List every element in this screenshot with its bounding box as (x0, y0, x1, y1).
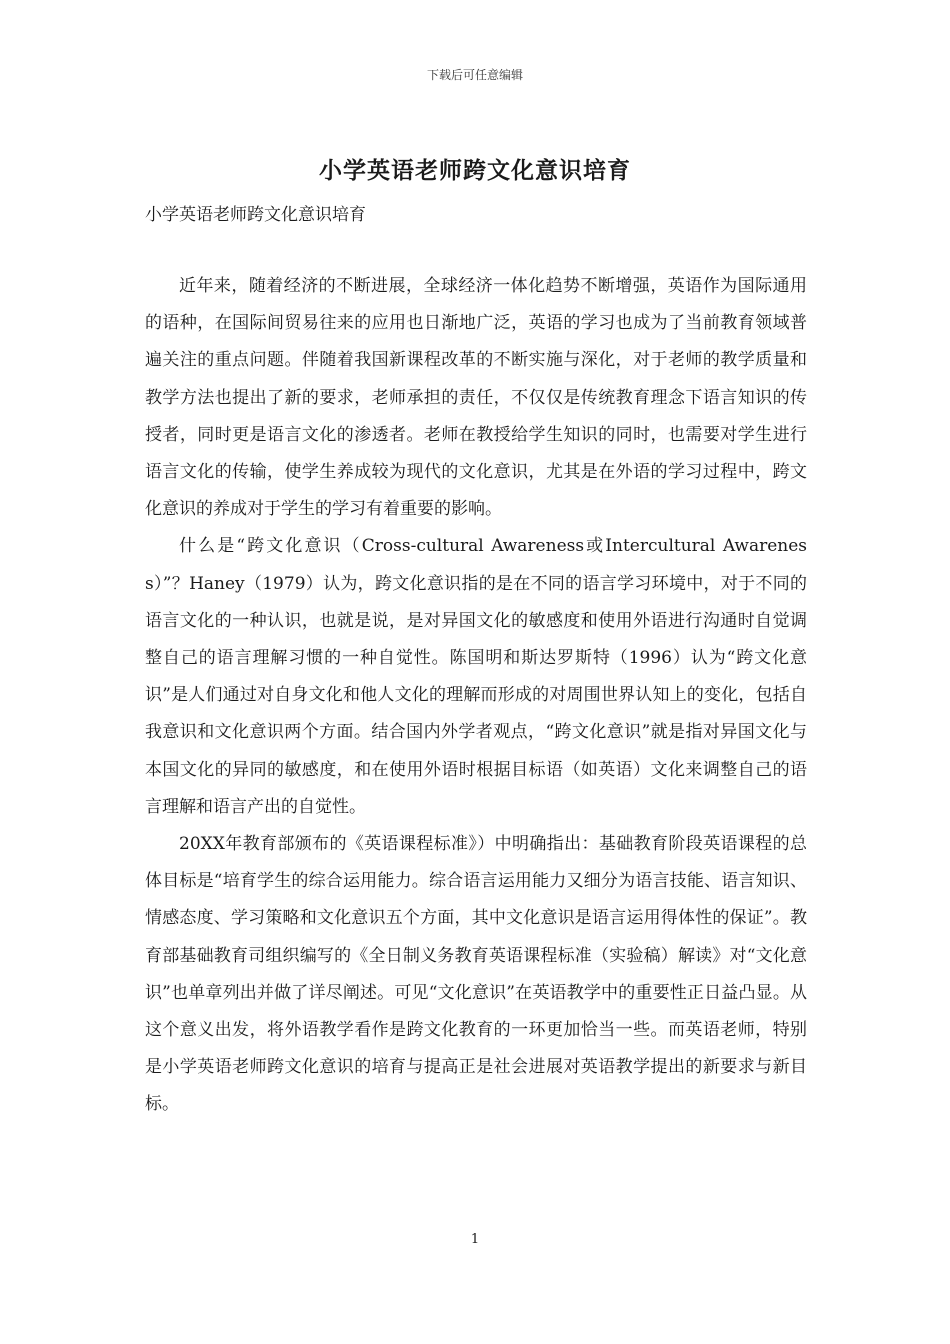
document-subtitle: 小学英语老师跨文化意识培育 (145, 205, 366, 225)
document-title: 小学英语老师跨文化意识培育 (319, 157, 631, 184)
header-note: 下载后可任意编辑 (426, 68, 523, 82)
paragraph-2: 什么是“跨文化意识（Cross-cultural Awareness或Intercultural Awareness）”？Haney（1979）认为，跨文化意识指的是在不同的语言学习环境中，对于不同的语言文化的一种认识，也就是说，是对异国文化的敏感度和使用外语进行沟通时自觉调整自己的语言理解习惯的一种自觉性。陈国明和斯达罗斯特（1996）认为“跨文化意识”是人们通过对自身文化和他人文化的理解而形成的对周围世界认知上的变化，包括自我意识和文化意识两个方面。结合国内外学者观点，“跨文化意识”就是指对异国文化与本国文化的异同的敏感度，和在使用外语时根据目标语（如英语）文化来调整自己的语言理解和语言产出的自觉性。 (145, 536, 807, 817)
document-body (145, 268, 807, 1124)
page-number: 1 (470, 1232, 480, 1247)
paragraph-3: 20XX年教育部颁布的《英语课程标准》）中明确指出：基础教育阶段英语课程的总体目标是“培育学生的综合运用能力。综合语言运用能力又细分为语言技能、语言知识、情感态度、学习策略和文化意识五个方面，其中文化意识是语言运用得体性的保证”。教育部基础教育司组织编写的《全日制义务教育英语课程标准（实验稿）解读》对“文化意识”也单章列出并做了详尽阐述。可见“文化意识”在英语教学中的重要性正日益凸显。从这个意义出发，将外语教学看作是跨文化教育的一环更加恰当一些。而英语老师，特别是小学英语老师跨文化意识的培育与提高正是社会进展对英语教学提出的新要求与新目标。 (145, 834, 807, 1115)
paragraph-1: 近年来，随着经济的不断进展，全球经济一体化趋势不断增强，英语作为国际通用的语种，在国际间贸易往来的应用也日渐地广泛，英语的学习也成为了当前教育领域普遍关注的重点问题。伴随着我国新课程改革的不断实施与深化，对于老师的教学质量和教学方法也提出了新的要求，老师承担的责任，不仅仅是传统教育理念下语言知识的传授者，同时更是语言文化的渗透者。老师在教授给学生知识的同时，也需要对学生进行语言文化的传输，使学生养成较为现代的文化意识，尤其是在外语的学习过程中，跨文化意识的养成对于学生的学习有着重要的影响。 (145, 276, 807, 520)
